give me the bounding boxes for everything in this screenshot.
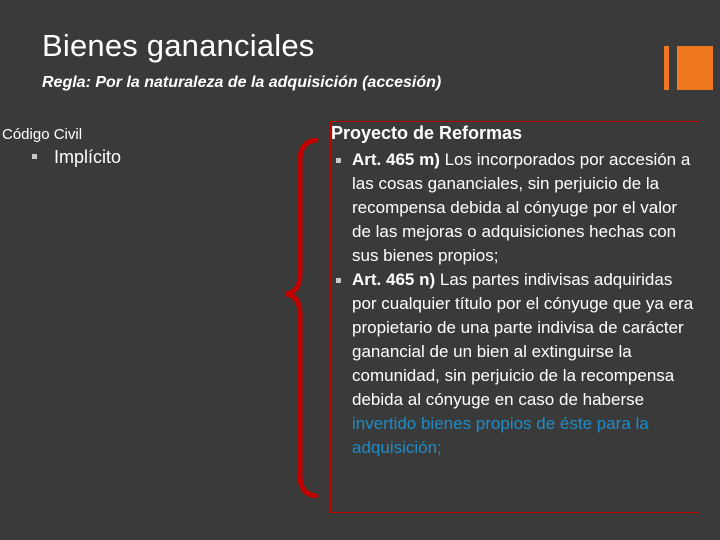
proyecto-list bbox=[336, 148, 698, 460]
slide-title: Bienes gananciales bbox=[42, 28, 315, 63]
list-item bbox=[336, 148, 698, 268]
accent-bar-wide bbox=[677, 46, 713, 90]
article-label: Art. 465 n) bbox=[352, 270, 436, 289]
curly-brace-icon bbox=[280, 138, 330, 498]
slide-subtitle: Regla: Por la naturaleza de la adquisición (accesión) bbox=[42, 74, 442, 91]
list-item-text: Implícito bbox=[54, 147, 122, 167]
proyecto-heading: Proyecto de Reformas bbox=[331, 123, 523, 143]
list-item bbox=[336, 268, 698, 460]
square-bullet-icon bbox=[336, 158, 341, 163]
codigo-civil-list bbox=[32, 147, 121, 168]
article-label: Art. 465 m) bbox=[352, 150, 440, 169]
square-bullet-icon bbox=[336, 278, 341, 283]
list-item bbox=[32, 147, 121, 168]
article-text-overflow: invertido bienes propios de éste para la adquisición; bbox=[352, 414, 649, 457]
codigo-civil-heading: Código Civil bbox=[2, 126, 83, 143]
article-text: Los incorporados por accesión a las cosas gananciales, sin perjuicio de la recompensa debida al cónyuge por el valor de las mejoras o adquisiciones hechas con sus bienes propios; bbox=[352, 150, 691, 265]
square-bullet-icon bbox=[32, 154, 37, 159]
accent-bar-thin bbox=[664, 46, 669, 90]
article-text: Las partes indivisas adquiridas por cualquier título por el cónyuge que ya era propietario de una parte indivisa de carácter ganancial de un bien al extinguirse la comunidad, sin perjuicio de la recompensa debida al cónyuge en caso de haberse bbox=[352, 270, 694, 409]
